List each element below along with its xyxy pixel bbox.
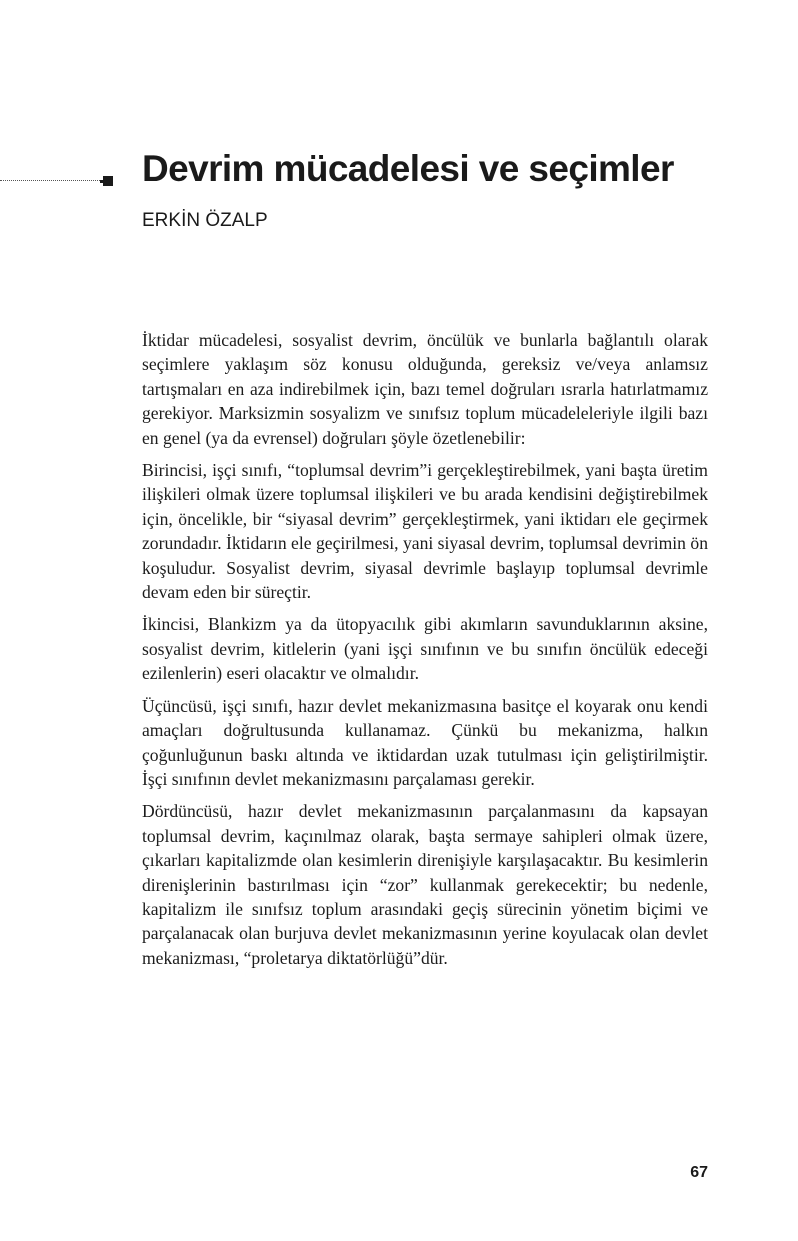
bullet-square: [103, 176, 113, 186]
paragraph: Üçüncüsü, işçi sınıfı, hazır devlet mekanizmasına basitçe el koyarak onu kendi amaçları doğrultusunda kullanamaz. Çünkü bu mekanizma, halkın çoğunluğunun baskı altında ve iktidardan uzak tutulması için geliştirilmiştir. İşçi sınıfının devlet mekanizmasını parçalaması gerekir.: [142, 695, 708, 789]
article-title: Devrim mücadelesi ve seçimler: [142, 148, 674, 189]
paragraph: Birincisi, işçi sınıfı, “toplumsal devrim”i gerçekleştirebilmek, yani başta üretim ilişkileri olmak üzere toplumsal ilişkileri ve bu arada kendisini değiştirebilmek için, öncelikle, bir “siyasal devrim” gerçekleştirmek, yani iktidarı ele geçirmek zorundadır. İktidarın ele geçirilmesi, yani siyasal devrim, toplumsal devrimin ön koşuludur. Sosyalist devrim, siyasal devrimle başlayıp toplumsal devrimle devam eden bir süreçtir.: [142, 460, 708, 603]
paragraph: İkincisi, Blankizm ya da ütopyacılık gibi akımların savunduklarının aksine, sosyalist devrim, kitlelerin (yani işçi sınıfının ve bu sınıfın öncülük edeceği ezilenlerin) eseri olacaktır ve olmalıdır.: [142, 614, 708, 684]
article-author: ERKİN ÖZALP: [142, 210, 268, 231]
page-number: 67: [690, 1164, 708, 1181]
paragraph: Dördüncüsü, hazır devlet mekanizmasının parçalanmasını da kapsayan toplumsal devrim, kaçınılmaz olarak, başta sermaye sahipleri olmak üzere, çıkarları kapitalizmde olan kesimlerin direnişiyle karşılaşacaktır. Bu kesimlerin direnişlerinin bastırılması için “zor” kullanmak gerekecektir; bu nedenle, kapitalizm ile sınıfsız toplum arasındaki geçiş sürecinin yönetim biçimi ve parçalanacak olan burjuva devlet mekanizmasının yerine koyulacak olan devlet mekanizması, “proletarya diktatörlüğü”dür.: [142, 801, 708, 968]
article-body: [142, 328, 708, 978]
paragraph: İktidar mücadelesi, sosyalist devrim, öncülük ve bunlarla bağlantılı olarak seçimlere yaklaşım söz konusu olduğunda, gereksiz ve/veya anlamsız tartışmaları en aza indirebilmek için, bazı temel doğruları ısrarla hatırlatmamız gerekiyor. Marksizmin sosyalizm ve sınıfsız toplum mücadeleleriyle ilgili bazı en genel (ya da evrensel) doğruları şöyle özetlenebilir:: [142, 330, 708, 448]
dotted-leader-line: [0, 180, 100, 181]
